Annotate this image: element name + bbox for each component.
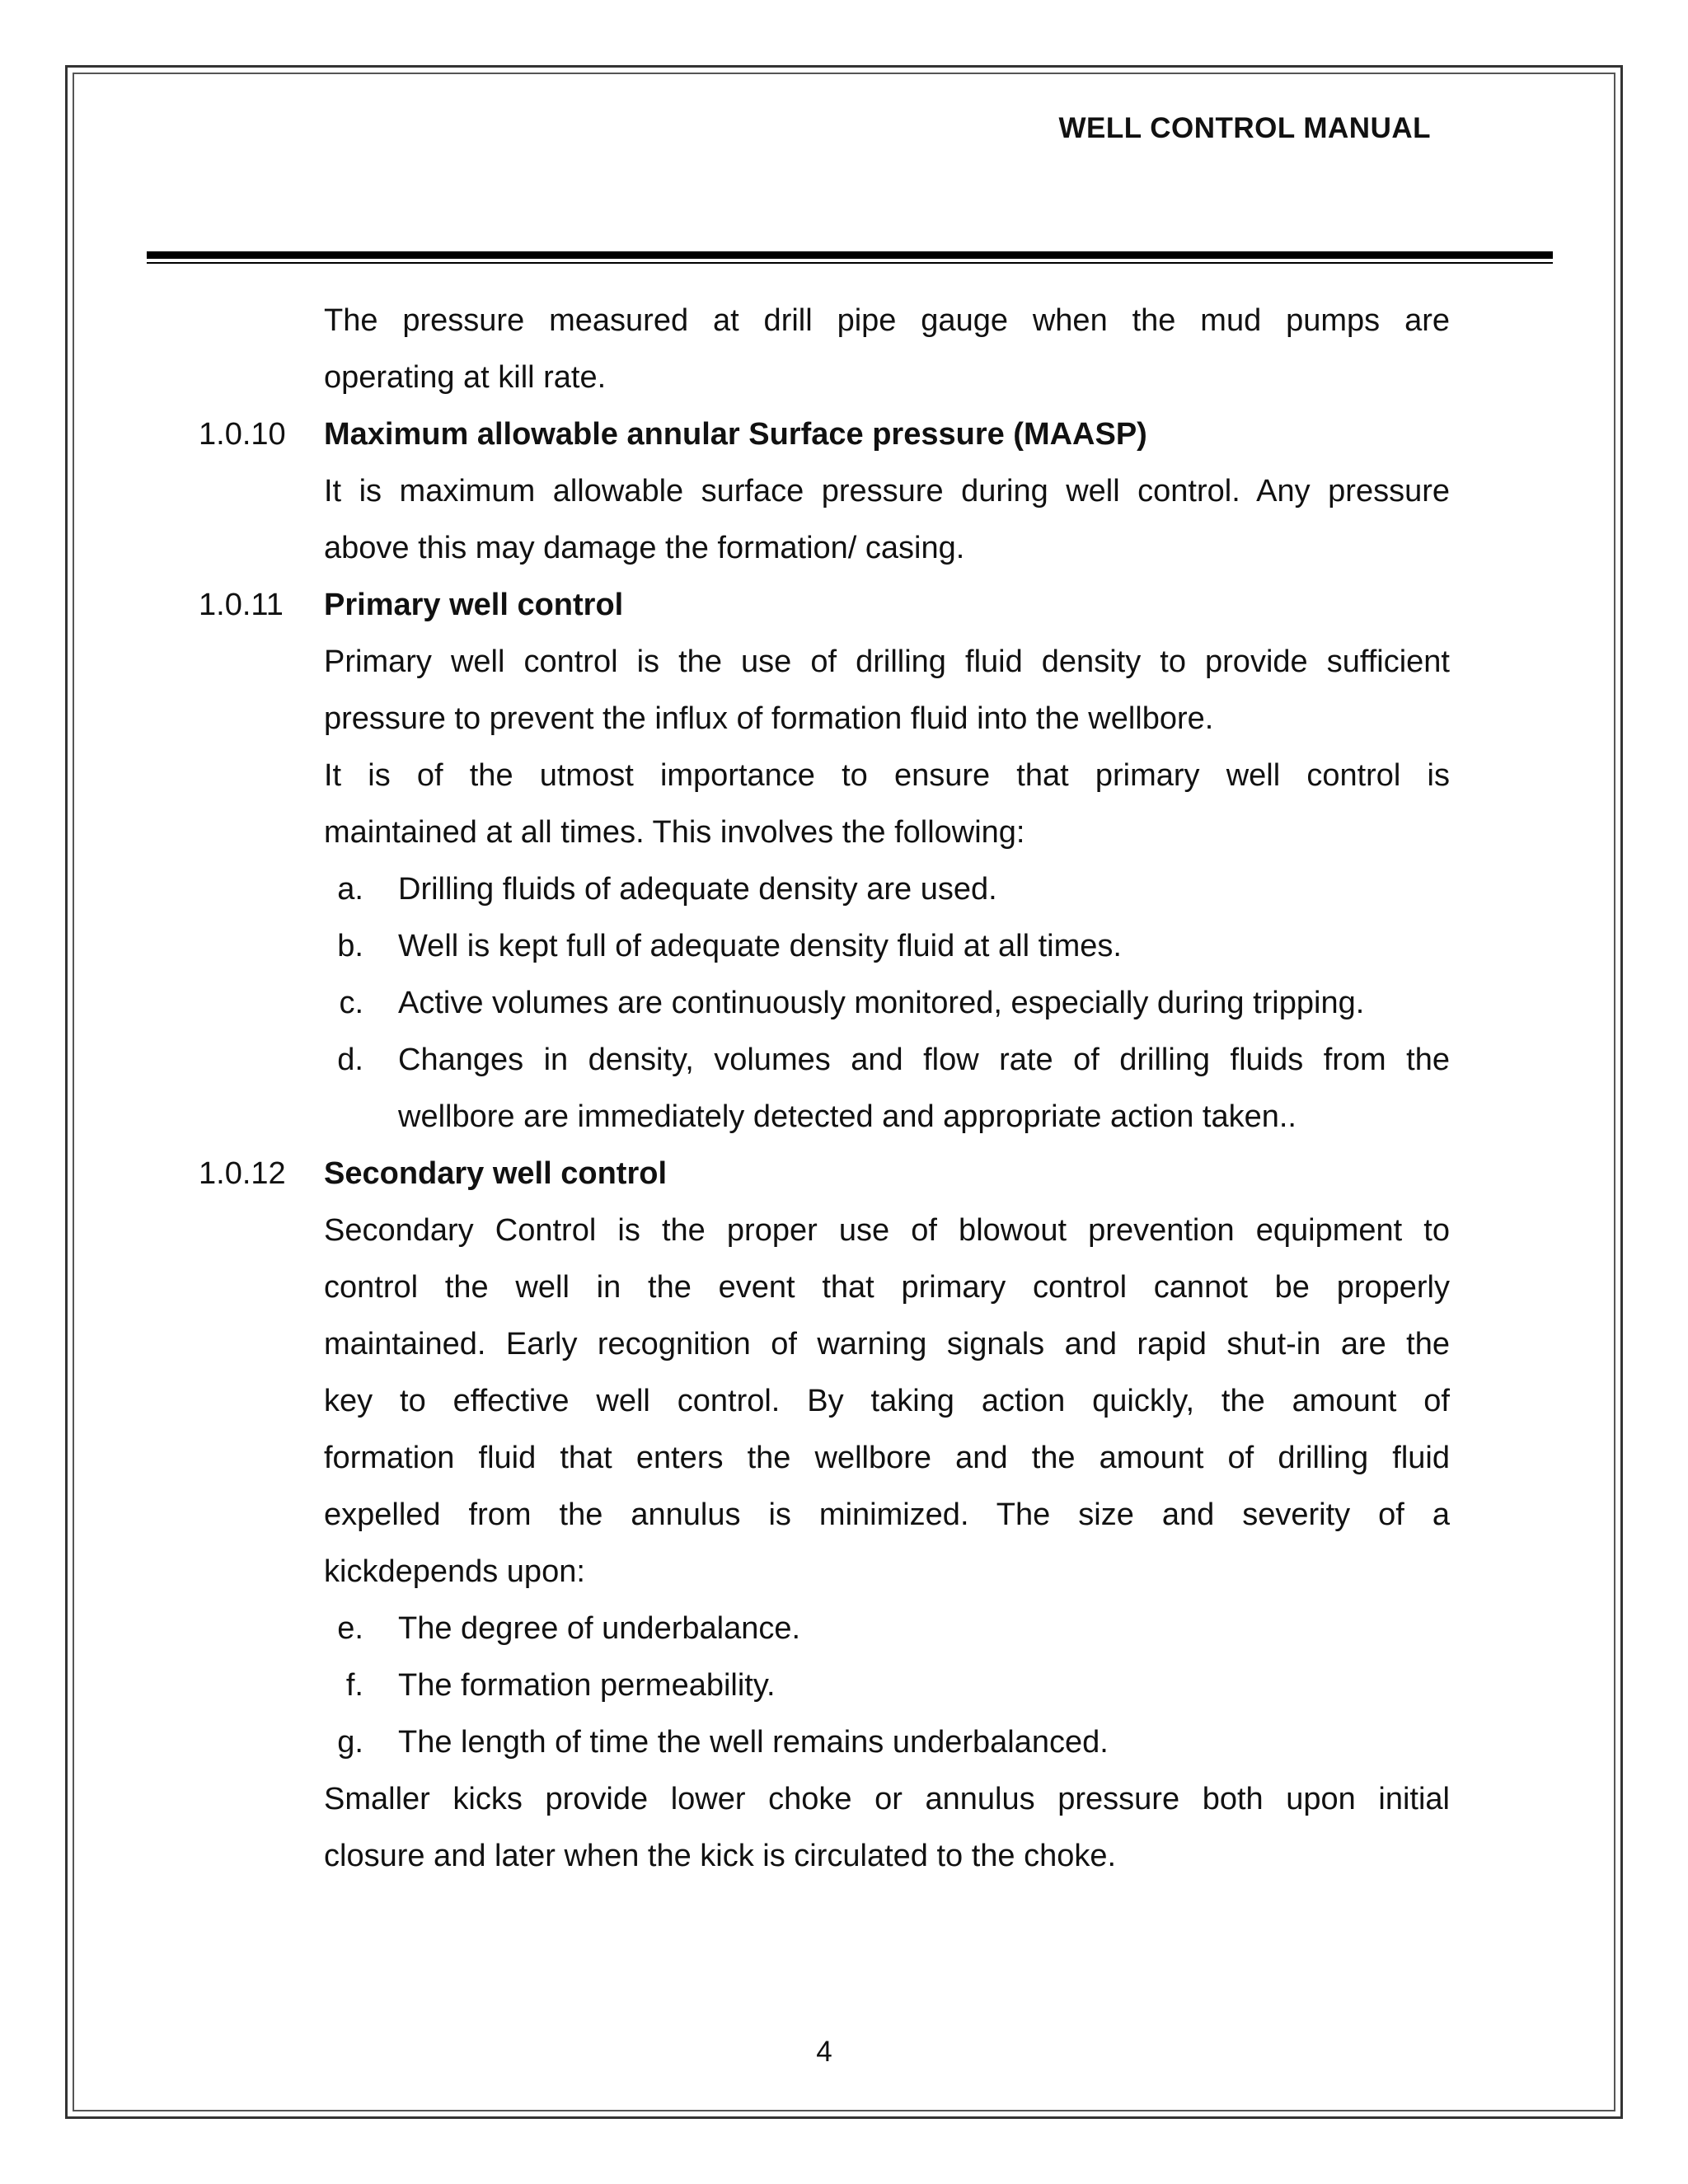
list-item: d. Changes in density, volumes and flow rate of drilling fluids from the [0,1032,1688,1089]
list-item: c. Active volumes are continuously monitored, especially during tripping. [0,975,1688,1032]
section-title: Maximum allowable annular Surface pressure (MAASP) [324,417,1147,452]
list-marker: d. [337,1043,363,1077]
paragraph-line: maintained at all times. This involves the following: [324,815,1025,850]
header-divider-thick [147,251,1553,259]
paragraph-line: above this may damage the formation/ casing. [324,531,965,565]
paragraph-line: It is of the utmost importance to ensure that primary well control is [324,758,1450,793]
list-marker: g. [337,1725,363,1760]
section-title: Primary well control [324,588,624,622]
section-heading-primary-well-control [0,577,1688,634]
paragraph-line: The pressure measured at drill pipe gauge when the mud pumps are [324,303,1450,338]
list-item: f. The formation permeability. [0,1657,1688,1714]
page-body [0,293,1688,1885]
paragraph-line: control the well in the event that primary control cannot be properly [324,1270,1450,1305]
list-item: a. Drilling fluids of adequate density are used. [0,861,1688,918]
paragraph-line: pressure to prevent the influx of formation fluid into the wellbore. [324,701,1214,736]
section-number: 1.0.10 [199,417,286,452]
paragraph-line: expelled from the annulus is minimized. The size and severity of a [324,1497,1450,1532]
list-marker: e. [337,1611,363,1646]
paragraph-line: maintained. Early recognition of warning signals and rapid shut-in are the [324,1327,1450,1361]
list-marker: b. [337,929,363,963]
page-number: 4 [816,2036,832,2068]
paragraph-line: formation fluid that enters the wellbore and the amount of drilling fluid [324,1441,1450,1475]
paragraph-line: kickdepends upon: [324,1554,585,1589]
list-marker: c. [339,986,363,1020]
document-header-title: WELL CONTROL MANUAL [1058,112,1431,144]
paragraph-line: Secondary Control is the proper use of blowout prevention equipment to [324,1213,1450,1248]
list-item: e. The degree of underbalance. [0,1601,1688,1657]
paragraph-line: closure and later when the kick is circulated to the choke. [324,1839,1117,1873]
header-divider-thin [147,262,1553,264]
paragraph-line: Smaller kicks provide lower choke or annulus pressure both upon initial [324,1782,1450,1816]
list-item: b. Well is kept full of adequate density fluid at all times. [0,918,1688,975]
list-item: g. The length of time the well remains underbalanced. [0,1714,1688,1771]
list-marker: a. [337,872,363,907]
paragraph-line: operating at kill rate. [324,360,607,395]
paragraph-line: key to effective well control. By taking action quickly, the amount of [324,1384,1450,1418]
section-number: 1.0.11 [199,588,284,622]
list-item-continuation: wellbore are immediately detected and appropriate action taken.. [398,1099,1296,1134]
section-heading-maasp [0,406,1688,463]
paragraph-line: It is maximum allowable surface pressure during well control. Any pressure [324,474,1450,509]
list-marker: f. [345,1668,363,1703]
section-number: 1.0.12 [199,1156,286,1191]
section-title: Secondary well control [324,1156,667,1191]
section-heading-secondary-well-control [0,1146,1688,1202]
paragraph-line: Primary well control is the use of drilling fluid density to provide sufficient [324,644,1450,679]
